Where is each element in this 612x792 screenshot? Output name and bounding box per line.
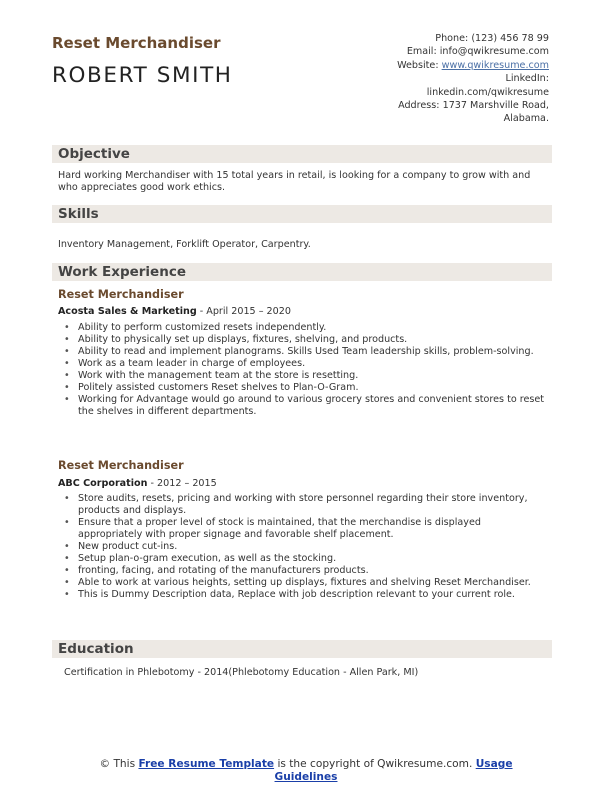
contact-email xyxy=(289,45,549,58)
skills-text: Inventory Management, Forklift Operator, Carpentry. xyxy=(58,239,311,250)
footer-middle: is the copyright of Qwikresume.com. xyxy=(274,758,476,770)
linkedin-value: linkedin.com/qwikresume xyxy=(426,86,549,98)
contact-block xyxy=(289,32,549,126)
contact-address xyxy=(289,99,549,112)
footer-prefix: © This xyxy=(99,758,139,770)
job-2-company-line xyxy=(58,478,217,489)
list-item: • fronting, facing, and rotating of the manufacturers products. xyxy=(58,565,548,577)
footer-line-1 xyxy=(0,758,612,771)
job-1-dates: - April 2015 – 2020 xyxy=(196,306,291,317)
list-item: • Politely assisted customers Reset shelves to Plan-O-Gram. xyxy=(58,382,548,394)
phone-value: (123) 456 78 99 xyxy=(471,33,549,44)
job-1-company-line xyxy=(58,306,291,317)
list-item: • Ability to physically set up displays, fixtures, shelving, and products. xyxy=(58,334,548,346)
objective-text: Hard working Merchandiser with 15 total years in retail, is looking for a company to grow with and who appreciates good work ethics. xyxy=(58,170,531,193)
list-item: • Ability to read and implement planograms. Skills Used Team leadership skills, problem-solving. xyxy=(58,346,548,358)
address-label: Address: xyxy=(398,100,440,112)
footer-line-2 xyxy=(0,771,612,784)
job-2-title: Reset Merchandiser xyxy=(58,459,184,472)
contact-phone xyxy=(289,32,549,45)
contact-address-2 xyxy=(289,112,549,125)
list-item: • Working for Advantage would go around to various grocery stores and convenient stores to reset the shelves in different departments. xyxy=(58,394,548,418)
list-item: • Work with the management team at the store is resetting. xyxy=(58,370,548,382)
linkedin-label: LinkedIn: xyxy=(505,73,549,85)
email-value: info@qwikresume.com xyxy=(439,46,549,58)
contact-website xyxy=(289,59,549,72)
contact-linkedin-label xyxy=(289,72,549,85)
website-link[interactable]: www.qwikresume.com xyxy=(441,59,549,71)
education-section-header xyxy=(52,640,552,658)
job-2-bullets xyxy=(58,493,548,601)
education-text: Certification in Phlebotomy - 2014(Phlebotomy Education - Allen Park, MI) xyxy=(64,667,419,678)
job-2-dates: - 2012 – 2015 xyxy=(147,478,217,489)
address-line-1: 1737 Marshville Road, xyxy=(442,100,549,112)
footer xyxy=(0,758,612,784)
job-1-title: Reset Merchandiser xyxy=(58,288,184,301)
job-1-company: Acosta Sales & Marketing xyxy=(58,306,197,317)
objective-section-header xyxy=(52,145,552,163)
address-line-2: Alabama. xyxy=(503,113,549,125)
list-item: • New product cut-ins. xyxy=(58,541,548,553)
skills-section-header xyxy=(52,205,552,223)
list-item: • Work as a team leader in charge of employees. xyxy=(58,358,548,370)
education-heading: Education xyxy=(58,641,134,657)
contact-linkedin xyxy=(289,86,549,99)
experience-heading: Work Experience xyxy=(58,264,186,280)
header-job-title: Reset Merchandiser xyxy=(52,34,221,52)
list-item: • This is Dummy Description data, Replace with job description relevant to your current role. xyxy=(58,589,548,601)
usage-guidelines-link-part2[interactable]: Guidelines xyxy=(274,771,338,783)
list-item: • Store audits, resets, pricing and working with store personnel regarding their store inventory, products and displays. xyxy=(58,493,548,517)
phone-label: Phone: xyxy=(435,33,469,44)
job-1-bullets xyxy=(58,322,548,418)
email-label: Email: xyxy=(406,46,437,58)
list-item: • Able to work at various heights, setting up displays, fixtures and shelving Reset Merchandiser. xyxy=(58,577,548,589)
usage-guidelines-link-part1[interactable]: Usage xyxy=(475,758,513,770)
list-item: • Setup plan-o-gram execution, as well as the stocking. xyxy=(58,553,548,565)
list-item: • Ensure that a proper level of stock is maintained, that the merchandise is displayed appropriately with proper signage and favorable shelf placement. xyxy=(58,517,548,541)
candidate-name: ROBERT SMITH xyxy=(52,63,233,88)
website-label: Website: xyxy=(397,59,439,71)
job-2-company: ABC Corporation xyxy=(58,478,148,489)
free-resume-template-link[interactable]: Free Resume Template xyxy=(138,758,275,770)
experience-section-header xyxy=(52,263,552,281)
list-item: • Ability to perform customized resets independently. xyxy=(58,322,548,334)
skills-heading: Skills xyxy=(58,206,99,222)
objective-heading: Objective xyxy=(58,146,130,162)
